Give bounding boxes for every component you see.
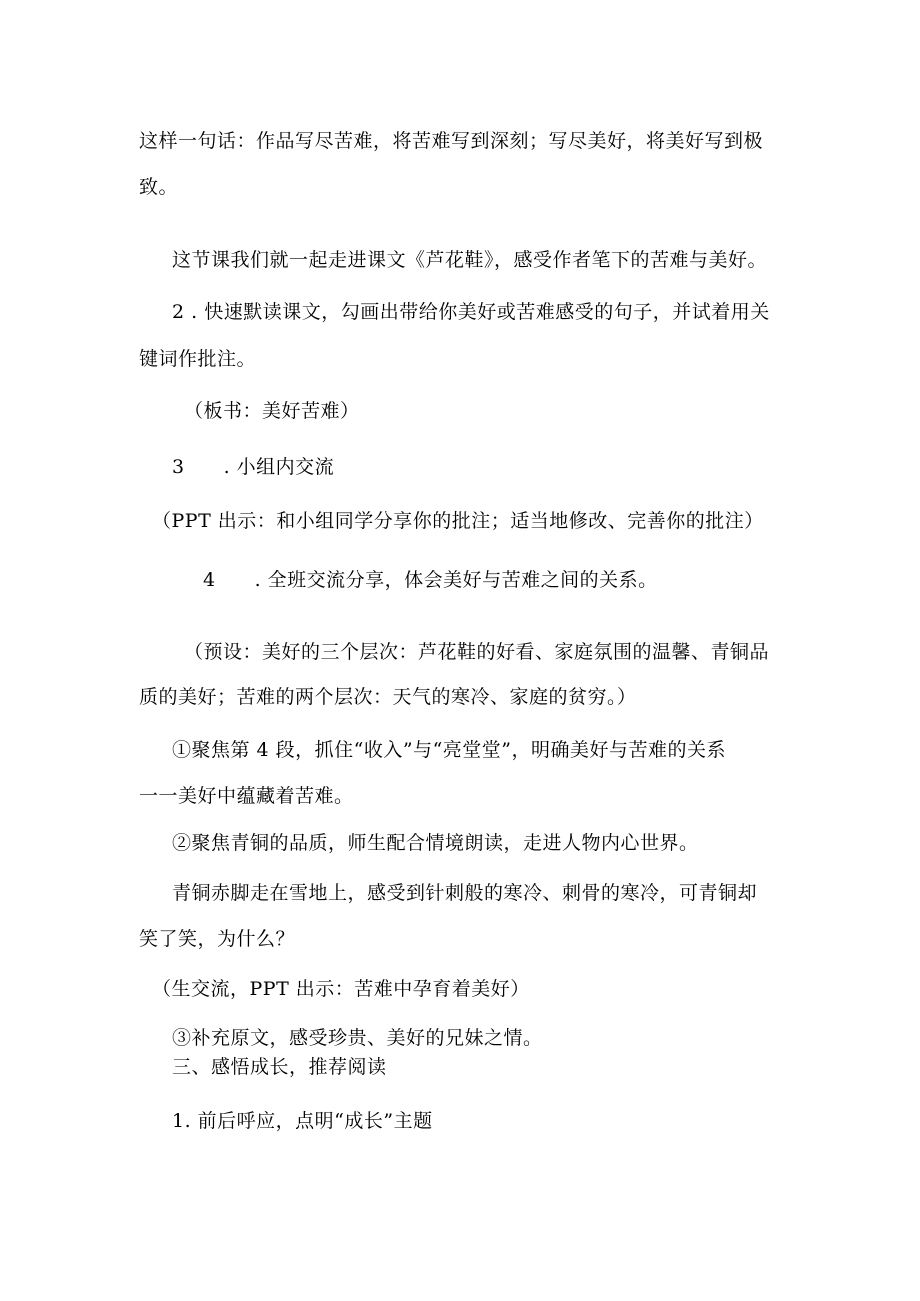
paragraph-line-4: 2 . 快速默读课文，勾画出带给你美好或苦难感受的句子，并试着用关 [172, 301, 770, 323]
paragraph-line-13: 一一美好中蕴藏着苦难。 [139, 785, 354, 807]
paragraph-line-14: ②聚焦青铜的品质，师生配合情境朗读，走进人物内心世界。 [172, 832, 699, 854]
paragraph-line-3: 这节课我们就一起走进课文《芦花鞋》，感受作者笔下的苦难与美好。 [172, 249, 768, 271]
paragraph-line-7: 3 . 小组内交流 [172, 456, 335, 478]
paragraph-line-16: 笑了笑，为什么？ [139, 928, 296, 950]
paragraph-line-12: ①聚焦第 4 段，抓住“收入”与“亮堂堂”，明确美好与苦难的关系 [172, 739, 727, 761]
paragraph-line-11: 质的美好；苦难的两个层次：天气的寒冷、家庭的贫穷。） [139, 686, 637, 708]
section-heading: 三、感悟成长，推荐阅读 [172, 1056, 387, 1078]
paragraph-line-10: （预设：美好的三个层次：芦花鞋的好看、家庭氛围的温馨、青铜品 [184, 641, 770, 663]
paragraph-line-5: 键词作批注。 [139, 348, 257, 370]
paragraph-line-15: 青铜赤脚走在雪地上，感受到针刺般的寒冷、刺骨的寒冷，可青铜却 [172, 882, 758, 904]
paragraph-line-6: （板书：美好苦难） [184, 400, 360, 422]
paragraph-line-17: （生交流，PPT 出示：苦难中孕育着美好） [152, 978, 530, 1000]
paragraph-line-8: （PPT 出示：和小组同学分享你的批注；适当地修改、完善你的批注） [152, 510, 764, 532]
paragraph-line-2: 致。 [139, 176, 179, 198]
paragraph-line-1: 这样一句话：作品写尽苦难，将苦难写到深刻；写尽美好，将美好写到极 [139, 130, 764, 152]
paragraph-line-9: 4 . 全班交流分享，体会美好与苦难之间的关系。 [203, 569, 658, 591]
paragraph-line-20: 1. 前后呼应，点明“成长”主题 [172, 1110, 433, 1132]
paragraph-line-18: ③补充原文，感受珍贵、美好的兄妹之情。 [172, 1027, 543, 1049]
